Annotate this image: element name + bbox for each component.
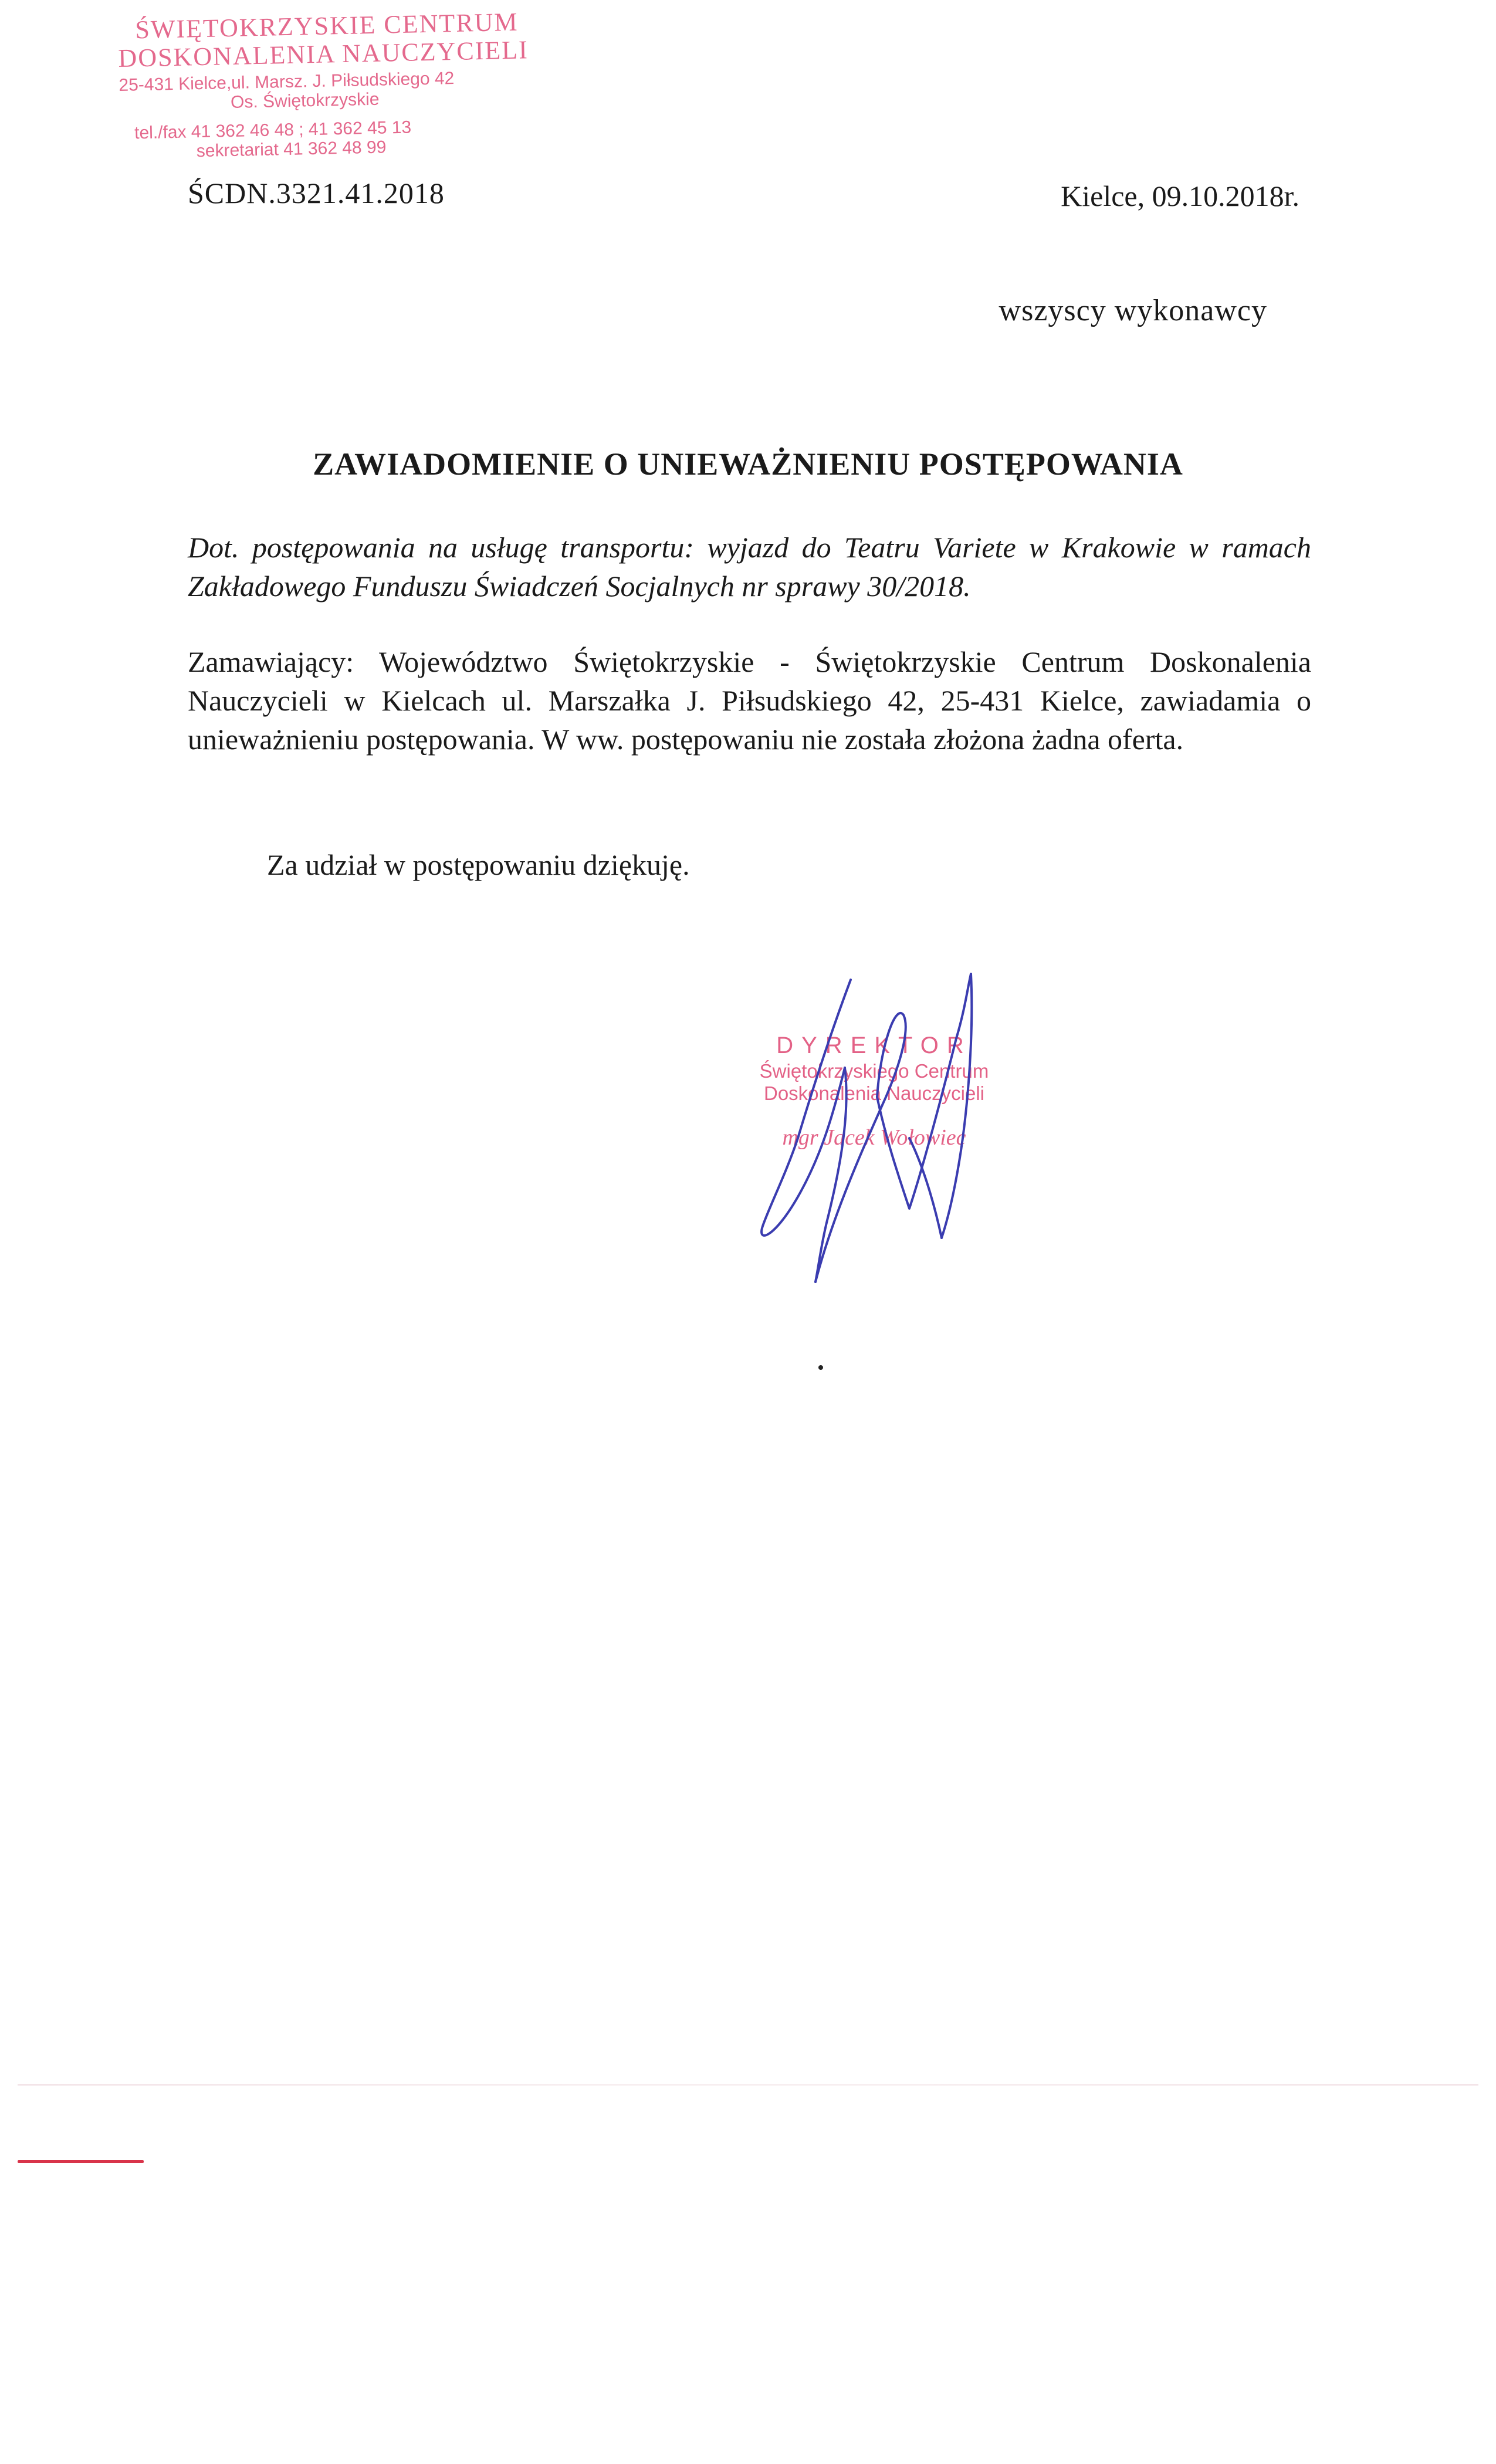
director-stamp-institution: Świętokrzyskiego Centrum xyxy=(759,1060,989,1082)
institution-stamp xyxy=(117,8,531,162)
reference-number: ŚCDN.3321.41.2018 xyxy=(188,177,445,209)
stamp-line-phone: tel./fax 41 362 46 48 ; 41 362 45 13 xyxy=(134,117,412,143)
place-date: Kielce, 09.10.2018r. xyxy=(1061,180,1299,212)
handwritten-signature-icon xyxy=(733,962,1027,1291)
body-paragraph: Zamawiający: Województwo Świętokrzyskie - Świętokrzyskie Centrum Doskonalenia Nauczycieli w Kielcach ul. Marszałka J. Piłsudskiego 42, 25-431 Kielce, zawiadamia o unieważnieniu postępowania. W ww. postępowaniu nie została złożona żadna oferta. xyxy=(188,645,1311,756)
director-stamp-title: DYREKTOR xyxy=(776,1033,972,1058)
director-stamp-person: mgr Jacek Wołowiec xyxy=(782,1125,966,1150)
stamp-line-secretariat: sekretariat 41 362 48 99 xyxy=(196,137,387,161)
stamp-line-address: 25-431 Kielce,ul. Marsz. J. Piłsudskiego 42 xyxy=(119,68,455,95)
scan-dot xyxy=(818,1365,823,1370)
stamp-line-name-2: DOSKONALENIA NAUCZYCIELI xyxy=(117,35,529,73)
stamp-line-name: ŚWIĘTOKRZYSKIE CENTRUM xyxy=(134,7,519,45)
director-stamp-institution-2: Doskonalenia Nauczycieli xyxy=(763,1082,985,1104)
stamp-line-district: Os. Świętokrzyskie xyxy=(230,89,380,112)
addressee: wszyscy wykonawcy xyxy=(999,294,1267,327)
closing-line: Za udział w postępowaniu dziękuję. xyxy=(267,848,690,881)
red-pen-mark xyxy=(18,2160,144,2163)
document-title: ZAWIADOMIENIE O UNIEWAŻNIENIU POSTĘPOWANIA xyxy=(313,446,1183,482)
scan-fold-line xyxy=(18,2084,1478,2086)
subject-paragraph: Dot. postępowania na usługę transportu: wyjazd do Teatru Variete w Krakowie w ramach Zakładowego Funduszu Świadczeń Socjalnych nr sprawy 30/2018. xyxy=(188,531,1311,603)
